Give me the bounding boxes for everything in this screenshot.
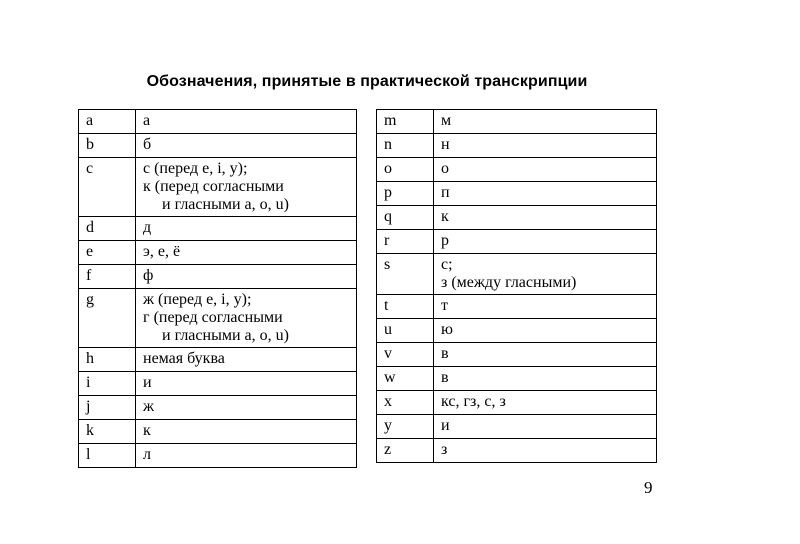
table-row [377,367,657,391]
russian-sound [434,415,657,439]
table-row [377,230,657,254]
sound-line: к (перед согласными [143,178,284,195]
sound-line: ю [441,321,453,338]
latin-letter: w [377,367,434,391]
page-title: Обозначения, принятые в практической транскрипции [146,73,588,90]
latin-letter: d [79,217,136,241]
sound-line: н [441,136,450,153]
sound-line: и гласными a, o, u) [162,327,289,344]
table-row [377,134,657,158]
table-row [377,158,657,182]
table-row [79,134,357,158]
latin-letter: e [79,241,136,265]
sound-line: б [143,136,152,153]
table-row [79,241,357,265]
transcription-table-right-body [377,110,657,463]
latin-letter: s [377,254,434,295]
sound-line: ж [143,398,155,415]
sound-line: немая буква [143,350,225,367]
latin-letter: u [377,319,434,343]
latin-letter: j [79,396,136,420]
latin-letter: f [79,265,136,289]
latin-letter: v [377,343,434,367]
sound-line: в [441,369,449,386]
russian-sound [136,372,357,396]
russian-sound [136,289,357,348]
sound-line: а [143,112,151,129]
table-row [79,396,357,420]
russian-sound [434,343,657,367]
sound-line: з [441,441,448,458]
sound-line: и гласными a, o, u) [162,196,289,213]
latin-letter: q [377,206,434,230]
table-row [79,110,357,134]
latin-letter: p [377,182,434,206]
latin-letter: m [377,110,434,134]
russian-sound [434,158,657,182]
russian-sound [434,134,657,158]
table-row [377,439,657,463]
sound-line: и [143,374,152,391]
latin-letter: c [79,158,136,217]
table-row [377,343,657,367]
sound-line: п [441,184,450,201]
russian-sound [434,254,657,295]
transcription-table-right [376,109,657,463]
table-row [79,420,357,444]
russian-sound [434,206,657,230]
latin-letter: o [377,158,434,182]
russian-sound [136,241,357,265]
latin-letter: r [377,230,434,254]
russian-sound [434,295,657,319]
sound-line: и [441,417,450,434]
latin-letter: k [79,420,136,444]
sound-line: м [441,112,452,129]
transcription-table-left [78,109,357,468]
table-row [79,444,357,468]
sound-line: ж (перед e, i, y); [143,291,252,308]
russian-sound [136,110,357,134]
table-row [79,265,357,289]
latin-letter: l [79,444,136,468]
russian-sound [434,110,657,134]
sound-line: с; [441,256,453,273]
russian-sound [434,391,657,415]
table-row [377,415,657,439]
sound-line: кс, гз, с, з [441,393,506,410]
page-number: 9 [644,478,653,497]
table-row [377,182,657,206]
russian-sound [434,367,657,391]
russian-sound [434,230,657,254]
sound-line: э, е, ё [143,243,181,260]
sound-line: к [143,422,151,439]
russian-sound [136,396,357,420]
russian-sound [136,444,357,468]
russian-sound [136,265,357,289]
russian-sound [136,217,357,241]
latin-letter: h [79,348,136,372]
sound-line: т [441,297,448,314]
table-row [79,217,357,241]
table-row [377,319,657,343]
latin-letter: z [377,439,434,463]
latin-letter: g [79,289,136,348]
sound-line: г (перед согласными [143,309,283,326]
table-row [377,206,657,230]
russian-sound [136,420,357,444]
table-row [79,348,357,372]
latin-letter: x [377,391,434,415]
latin-letter: t [377,295,434,319]
sound-line: л [143,446,151,463]
latin-letter: n [377,134,434,158]
sound-line: ф [143,267,154,284]
sound-line: к [441,208,449,225]
table-row [377,295,657,319]
latin-letter: a [79,110,136,134]
russian-sound [434,319,657,343]
russian-sound [136,158,357,217]
russian-sound [136,134,357,158]
russian-sound [434,439,657,463]
sound-line: з (между гласными) [441,274,577,291]
latin-letter: y [377,415,434,439]
latin-letter: i [79,372,136,396]
russian-sound [136,348,357,372]
table-row [79,372,357,396]
transcription-table-left-body [79,110,357,468]
table-row [377,254,657,295]
sound-line: в [441,345,449,362]
sound-line: р [441,232,449,249]
latin-letter: b [79,134,136,158]
sound-line: о [441,160,449,177]
sound-line: д [143,219,152,236]
table-row [377,391,657,415]
russian-sound [434,182,657,206]
table-row [79,289,357,348]
table-row [79,158,357,217]
table-row [377,110,657,134]
sound-line: с (перед e, i, y); [143,160,248,177]
